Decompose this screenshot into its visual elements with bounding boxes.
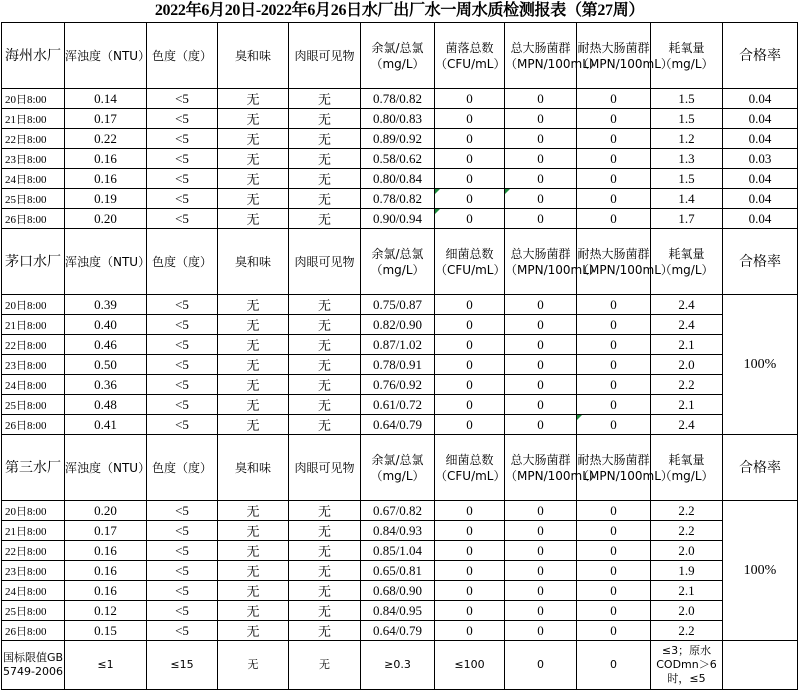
pass-rate-header: 合格率	[723, 435, 798, 501]
visible-value: 无	[289, 375, 361, 395]
color-value: <5	[147, 109, 218, 129]
sample-time: 22日8:00	[2, 335, 65, 355]
thermo-value: 0	[577, 541, 651, 561]
limit-coliform: 0	[505, 641, 577, 690]
odor-value: 无	[218, 169, 289, 189]
visible-value: 无	[289, 295, 361, 315]
chlorine-value: 0.68/0.90	[361, 581, 435, 601]
bacteria-value: 0	[435, 149, 505, 169]
table-row	[2, 375, 798, 395]
pass-rate-value: 0.04	[723, 109, 798, 129]
color-value: <5	[147, 189, 218, 209]
chlorine-value: 0.67/0.82	[361, 501, 435, 521]
cod-value: 2.2	[651, 521, 723, 541]
bacteria-value: 0	[435, 89, 505, 109]
bacteria-value: 0	[435, 395, 505, 415]
cod-value: 2.0	[651, 355, 723, 375]
odor-value: 无	[218, 601, 289, 621]
thermo-value: 0	[577, 109, 651, 129]
cod-value: 2.2	[651, 621, 723, 641]
odor-value: 无	[218, 501, 289, 521]
bacteria-value: 0	[435, 601, 505, 621]
pass-rate-value: 0.04	[723, 189, 798, 209]
coliform-value: 0	[505, 109, 577, 129]
thermo-coliform-header: 耐热大肠菌群（MPN/100mL）	[577, 23, 651, 89]
visible-value: 无	[289, 395, 361, 415]
color-header: 色度（度）	[147, 229, 218, 295]
sample-time: 24日8:00	[2, 581, 65, 601]
table-row	[2, 521, 798, 541]
color-value: <5	[147, 129, 218, 149]
table-row	[2, 601, 798, 621]
limit-visible: 无	[289, 641, 361, 690]
thermo-value: 0	[577, 89, 651, 109]
bacteria-value: 0	[435, 315, 505, 335]
chlorine-value: 0.64/0.79	[361, 621, 435, 641]
odor-value: 无	[218, 621, 289, 641]
thermo-value: 0	[577, 189, 651, 209]
turbidity-value: 0.17	[65, 521, 147, 541]
odor-value: 无	[218, 581, 289, 601]
odor-value: 无	[218, 295, 289, 315]
visible-value: 无	[289, 315, 361, 335]
turbidity-value: 0.50	[65, 355, 147, 375]
standard-limit-row	[2, 641, 798, 690]
odor-value: 无	[218, 521, 289, 541]
chlorine-value: 0.89/0.92	[361, 129, 435, 149]
plant-name: 海州水厂	[2, 23, 65, 89]
thermo-coliform-header: 耐热大肠菌群（MPN/100mL）	[577, 435, 651, 501]
sample-time: 26日8:00	[2, 415, 65, 435]
odor-value: 无	[218, 395, 289, 415]
sample-time: 20日8:00	[2, 295, 65, 315]
pass-rate-value: 100%	[723, 295, 798, 435]
visible-value: 无	[289, 621, 361, 641]
chlorine-value: 0.64/0.79	[361, 415, 435, 435]
table-row	[2, 415, 798, 435]
plant-name: 第三水厂	[2, 435, 65, 501]
chlorine-value: 0.65/0.81	[361, 561, 435, 581]
cod-value: 2.1	[651, 395, 723, 415]
odor-value: 无	[218, 335, 289, 355]
bacteria-value: 0	[435, 335, 505, 355]
table-row	[2, 621, 798, 641]
color-value: <5	[147, 581, 218, 601]
thermo-value: 0	[577, 521, 651, 541]
coliform-value: 0	[505, 541, 577, 561]
chlorine-header: 余氯/总氯（mg/L）	[361, 23, 435, 89]
odor-value: 无	[218, 315, 289, 335]
color-value: <5	[147, 541, 218, 561]
bacteria-value: 0	[435, 355, 505, 375]
sample-time: 20日8:00	[2, 89, 65, 109]
odor-value: 无	[218, 109, 289, 129]
sample-time: 26日8:00	[2, 209, 65, 229]
turbidity-value: 0.19	[65, 189, 147, 209]
color-value: <5	[147, 295, 218, 315]
coliform-value: 0	[505, 395, 577, 415]
odor-value: 无	[218, 541, 289, 561]
color-value: <5	[147, 315, 218, 335]
standard-label: 国标限值GB 5749-2006	[2, 641, 65, 690]
turbidity-header: 浑浊度（NTU）	[65, 229, 147, 295]
chlorine-value: 0.80/0.83	[361, 109, 435, 129]
visible-value: 无	[289, 209, 361, 229]
cod-value: 1.7	[651, 209, 723, 229]
odor-header: 臭和味	[218, 229, 289, 295]
color-value: <5	[147, 169, 218, 189]
table-row	[2, 581, 798, 601]
thermo-value: 0	[577, 395, 651, 415]
bacteria-value: 0	[435, 295, 505, 315]
turbidity-value: 0.41	[65, 415, 147, 435]
cod-value: 1.5	[651, 109, 723, 129]
thermo-value: 0	[577, 295, 651, 315]
visible-matter-header: 肉眼可见物	[289, 435, 361, 501]
odor-value: 无	[218, 415, 289, 435]
bacteria-value: 0	[435, 169, 505, 189]
table-row	[2, 501, 798, 521]
thermo-value: 0	[577, 149, 651, 169]
limit-turbidity: ≤1	[65, 641, 147, 690]
thermo-value: 0	[577, 621, 651, 641]
chlorine-header: 余氯/总氯（mg/L）	[361, 229, 435, 295]
color-header: 色度（度）	[147, 435, 218, 501]
cod-header: 耗氧量（mg/L）	[651, 435, 723, 501]
visible-value: 无	[289, 149, 361, 169]
sample-time: 24日8:00	[2, 169, 65, 189]
visible-value: 无	[289, 581, 361, 601]
coliform-value: 0	[505, 561, 577, 581]
visible-value: 无	[289, 335, 361, 355]
cod-value: 2.2	[651, 375, 723, 395]
visible-value: 无	[289, 601, 361, 621]
sample-time: 21日8:00	[2, 521, 65, 541]
chlorine-value: 0.78/0.82	[361, 89, 435, 109]
color-value: <5	[147, 209, 218, 229]
bacteria-value: 0	[435, 561, 505, 581]
coliform-value: 0	[505, 501, 577, 521]
odor-header: 臭和味	[218, 435, 289, 501]
sample-time: 25日8:00	[2, 189, 65, 209]
chlorine-value: 0.76/0.92	[361, 375, 435, 395]
turbidity-value: 0.16	[65, 149, 147, 169]
cod-value: 1.5	[651, 89, 723, 109]
table-row	[2, 89, 798, 109]
visible-value: 无	[289, 189, 361, 209]
cod-value: 2.1	[651, 581, 723, 601]
sample-time: 23日8:00	[2, 561, 65, 581]
odor-value: 无	[218, 129, 289, 149]
chlorine-value: 0.84/0.95	[361, 601, 435, 621]
table-row	[2, 395, 798, 415]
color-value: <5	[147, 395, 218, 415]
pass-rate-value: 0.04	[723, 89, 798, 109]
chlorine-value: 0.90/0.94	[361, 209, 435, 229]
cod-value: 1.5	[651, 169, 723, 189]
odor-value: 无	[218, 375, 289, 395]
coliform-value: 0	[505, 89, 577, 109]
bacteria-value: 0	[435, 109, 505, 129]
odor-value: 无	[218, 89, 289, 109]
chlorine-value: 0.82/0.90	[361, 315, 435, 335]
turbidity-header: 浑浊度（NTU）	[65, 435, 147, 501]
sample-time: 23日8:00	[2, 149, 65, 169]
table-row	[2, 335, 798, 355]
cod-value: 2.4	[651, 415, 723, 435]
pass-rate-value: 100%	[723, 501, 798, 641]
visible-value: 无	[289, 415, 361, 435]
limit-thermo: 0	[577, 641, 651, 690]
table-row	[2, 315, 798, 335]
table-row	[2, 149, 798, 169]
bacteria-value: 0	[435, 621, 505, 641]
visible-value: 无	[289, 501, 361, 521]
turbidity-value: 0.15	[65, 621, 147, 641]
section-header-row	[2, 435, 798, 501]
sample-time: 25日8:00	[2, 601, 65, 621]
cod-value: 1.4	[651, 189, 723, 209]
cod-value: 1.2	[651, 129, 723, 149]
visible-value: 无	[289, 561, 361, 581]
visible-value: 无	[289, 129, 361, 149]
bacteria-value: 0	[435, 189, 505, 209]
sample-time: 21日8:00	[2, 315, 65, 335]
visible-value: 无	[289, 541, 361, 561]
turbidity-value: 0.16	[65, 581, 147, 601]
limit-odor: 无	[218, 641, 289, 690]
sample-time: 26日8:00	[2, 621, 65, 641]
section-header-row	[2, 229, 798, 295]
thermo-value: 0	[577, 561, 651, 581]
color-value: <5	[147, 89, 218, 109]
color-value: <5	[147, 521, 218, 541]
turbidity-header: 浑浊度（NTU）	[65, 23, 147, 89]
water-quality-table	[1, 22, 798, 690]
sample-time: 24日8:00	[2, 375, 65, 395]
table-row	[2, 209, 798, 229]
visible-value: 无	[289, 169, 361, 189]
coliform-value: 0	[505, 169, 577, 189]
coliform-header: 总大肠菌群（MPN/100mL）	[505, 23, 577, 89]
turbidity-value: 0.16	[65, 169, 147, 189]
visible-value: 无	[289, 89, 361, 109]
odor-value: 无	[218, 561, 289, 581]
sample-time: 23日8:00	[2, 355, 65, 375]
color-value: <5	[147, 355, 218, 375]
chlorine-value: 0.61/0.72	[361, 395, 435, 415]
bacteria-header: 菌落总数（CFU/mL）	[435, 23, 505, 89]
bacteria-value: 0	[435, 209, 505, 229]
coliform-header: 总大肠菌群（MPN/100mL）	[505, 229, 577, 295]
pass-rate-header: 合格率	[723, 23, 798, 89]
report-title: 2022年6月20日-2022年6月26日水厂出厂水一周水质检测报表（第27周）	[154, 2, 645, 19]
thermo-value: 0	[577, 355, 651, 375]
coliform-header: 总大肠菌群（MPN/100mL）	[505, 435, 577, 501]
turbidity-value: 0.16	[65, 561, 147, 581]
bacteria-value: 0	[435, 375, 505, 395]
chlorine-value: 0.80/0.84	[361, 169, 435, 189]
turbidity-value: 0.20	[65, 501, 147, 521]
limit-chlorine: ≥0.3	[361, 641, 435, 690]
bacteria-value: 0	[435, 541, 505, 561]
coliform-value: 0	[505, 375, 577, 395]
turbidity-value: 0.20	[65, 209, 147, 229]
coliform-value: 0	[505, 581, 577, 601]
turbidity-value: 0.36	[65, 375, 147, 395]
color-value: <5	[147, 415, 218, 435]
color-value: <5	[147, 621, 218, 641]
visible-matter-header: 肉眼可见物	[289, 229, 361, 295]
visible-value: 无	[289, 109, 361, 129]
sample-time: 22日8:00	[2, 541, 65, 561]
bacteria-value: 0	[435, 581, 505, 601]
table-row	[2, 295, 798, 315]
pass-rate-value: 0.04	[723, 209, 798, 229]
turbidity-value: 0.16	[65, 541, 147, 561]
cod-value: 2.2	[651, 501, 723, 521]
thermo-value: 0	[577, 581, 651, 601]
color-value: <5	[147, 601, 218, 621]
cod-header: 耗氧量（mg/L）	[651, 23, 723, 89]
coliform-value: 0	[505, 415, 577, 435]
chlorine-value: 0.85/1.04	[361, 541, 435, 561]
turbidity-value: 0.17	[65, 109, 147, 129]
plant-name: 茅口水厂	[2, 229, 65, 295]
turbidity-value: 0.22	[65, 129, 147, 149]
turbidity-value: 0.46	[65, 335, 147, 355]
chlorine-value: 0.87/1.02	[361, 335, 435, 355]
bacteria-value: 0	[435, 501, 505, 521]
thermo-value: 0	[577, 335, 651, 355]
cod-value: 2.1	[651, 335, 723, 355]
thermo-value: 0	[577, 415, 651, 435]
cod-value: 2.4	[651, 315, 723, 335]
visible-matter-header: 肉眼可见物	[289, 23, 361, 89]
visible-value: 无	[289, 355, 361, 375]
bacteria-value: 0	[435, 415, 505, 435]
coliform-value: 0	[505, 129, 577, 149]
coliform-value: 0	[505, 621, 577, 641]
thermo-coliform-header: 耐热大肠菌群（MPN/100mL）	[577, 229, 651, 295]
thermo-value: 0	[577, 601, 651, 621]
table-row	[2, 355, 798, 375]
coliform-value: 0	[505, 189, 577, 209]
color-value: <5	[147, 375, 218, 395]
table-row	[2, 109, 798, 129]
cod-value: 2.4	[651, 295, 723, 315]
coliform-value: 0	[505, 295, 577, 315]
odor-value: 无	[218, 209, 289, 229]
bacteria-header: 细菌总数（CFU/mL）	[435, 229, 505, 295]
turbidity-value: 0.12	[65, 601, 147, 621]
chlorine-value: 0.84/0.93	[361, 521, 435, 541]
sample-time: 21日8:00	[2, 109, 65, 129]
pass-rate-value: 0.04	[723, 129, 798, 149]
table-row	[2, 541, 798, 561]
limit-bacteria: ≤100	[435, 641, 505, 690]
color-value: <5	[147, 561, 218, 581]
coliform-value: 0	[505, 209, 577, 229]
coliform-value: 0	[505, 521, 577, 541]
coliform-value: 0	[505, 601, 577, 621]
coliform-value: 0	[505, 315, 577, 335]
bacteria-value: 0	[435, 129, 505, 149]
odor-header: 臭和味	[218, 23, 289, 89]
limit-cod: ≤3；原水CODmn＞6时，≤5	[651, 641, 723, 690]
thermo-value: 0	[577, 209, 651, 229]
section-header-row	[2, 23, 798, 89]
odor-value: 无	[218, 189, 289, 209]
cod-value: 1.9	[651, 561, 723, 581]
thermo-value: 0	[577, 375, 651, 395]
thermo-value: 0	[577, 501, 651, 521]
table-row	[2, 129, 798, 149]
thermo-value: 0	[577, 315, 651, 335]
table-row	[2, 189, 798, 209]
coliform-value: 0	[505, 149, 577, 169]
bacteria-value: 0	[435, 521, 505, 541]
coliform-value: 0	[505, 355, 577, 375]
chlorine-header: 余氯/总氯（mg/L）	[361, 435, 435, 501]
pass-rate-value: 0.03	[723, 149, 798, 169]
pass-rate-value: 0.04	[723, 169, 798, 189]
turbidity-value: 0.14	[65, 89, 147, 109]
odor-value: 无	[218, 355, 289, 375]
cod-value: 2.0	[651, 601, 723, 621]
thermo-value: 0	[577, 129, 651, 149]
chlorine-value: 0.78/0.82	[361, 189, 435, 209]
chlorine-value: 0.58/0.62	[361, 149, 435, 169]
turbidity-value: 0.48	[65, 395, 147, 415]
sample-time: 22日8:00	[2, 129, 65, 149]
sample-time: 20日8:00	[2, 501, 65, 521]
cod-value: 2.0	[651, 541, 723, 561]
visible-value: 无	[289, 521, 361, 541]
sample-time: 25日8:00	[2, 395, 65, 415]
limit-rate	[723, 641, 798, 690]
color-header: 色度（度）	[147, 23, 218, 89]
chlorine-value: 0.78/0.91	[361, 355, 435, 375]
odor-value: 无	[218, 149, 289, 169]
table-row	[2, 561, 798, 581]
turbidity-value: 0.40	[65, 315, 147, 335]
thermo-value: 0	[577, 169, 651, 189]
turbidity-value: 0.39	[65, 295, 147, 315]
table-row	[2, 169, 798, 189]
cod-header: 耗氧量（mg/L）	[651, 229, 723, 295]
cod-value: 1.3	[651, 149, 723, 169]
color-value: <5	[147, 335, 218, 355]
bacteria-header: 细菌总数（CFU/mL）	[435, 435, 505, 501]
coliform-value: 0	[505, 335, 577, 355]
limit-color: ≤15	[147, 641, 218, 690]
pass-rate-header: 合格率	[723, 229, 798, 295]
chlorine-value: 0.75/0.87	[361, 295, 435, 315]
color-value: <5	[147, 501, 218, 521]
color-value: <5	[147, 149, 218, 169]
